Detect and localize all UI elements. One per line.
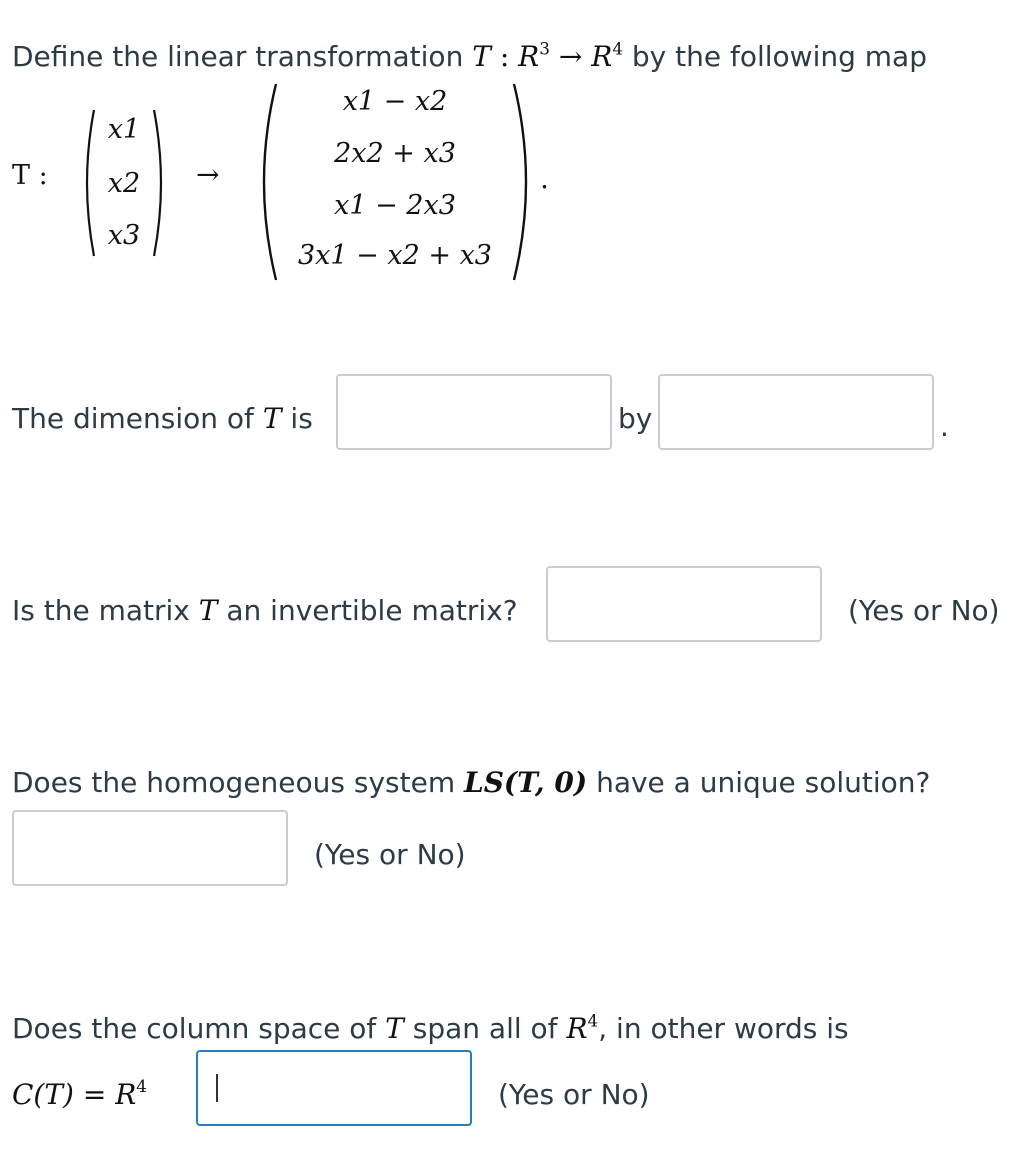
q4-space: $R^4$ [566,1010,599,1045]
mapping-arrow: → [196,158,220,191]
q1-suffix: is [290,402,313,435]
q1-rows-input[interactable] [336,374,612,450]
output-entry-2: 2x2 + x3 [334,138,456,169]
intro-prefix: Define the linear transformation [12,39,464,73]
intro-suffix: by the following map [631,39,927,73]
q1-text [12,402,313,435]
q2-suffix: an invertible matrix? [226,594,518,627]
input-entry-3: x3 [107,220,141,251]
q1-between: by [618,402,653,435]
q1-symbol: T [262,402,282,435]
output-entry-3: x1 − 2x3 [334,190,456,221]
codomain-space: $R^4$ [591,38,623,73]
colon: : [499,39,510,73]
q4-hint: (Yes or No) [498,1078,650,1111]
q2-answer-input[interactable] [546,566,822,642]
q4-suffix: , in other words is [598,1011,849,1045]
input-entry-1: x1 [107,114,141,145]
q4-symbol: T [385,1011,404,1045]
q1-prefix: The dimension of [12,402,254,435]
q4-middle: span all of [412,1011,558,1045]
input-entry-2: x2 [107,168,141,199]
q3-prefix: Does the homogeneous system [12,766,456,799]
q2-hint: (Yes or No) [848,594,1000,627]
domain-space: $R^3$ [518,38,550,73]
q4-text [12,1010,849,1045]
q3-answer-input[interactable] [12,810,288,886]
input-right-paren [150,108,170,258]
q2-prefix: Is the matrix [12,594,190,627]
q4-answer-input[interactable] [196,1050,472,1126]
q1-end: . [940,410,949,443]
q1-cols-input[interactable] [658,374,934,450]
q3-suffix: have a unique solution? [596,766,931,799]
q3-system: LS(T, 0) [464,766,588,799]
q3-hint: (Yes or No) [314,838,466,871]
intro-line [12,38,927,73]
output-entry-1: x1 − x2 [342,86,448,117]
output-entry-4: 3x1 − x2 + x3 [298,240,492,271]
input-left-paren [78,108,98,258]
map-symbol: T [472,39,491,73]
q2-symbol: T [198,594,218,627]
mapping-label: T : [12,160,48,191]
mapping-period: . [540,162,549,195]
text-cursor [216,1074,218,1102]
q4-equation: $C(T) = R^4$ [12,1076,147,1111]
q3-text [12,766,930,799]
q4-prefix: Does the column space of [12,1011,377,1045]
q2-text [12,594,518,627]
map-arrow: → [558,39,583,73]
